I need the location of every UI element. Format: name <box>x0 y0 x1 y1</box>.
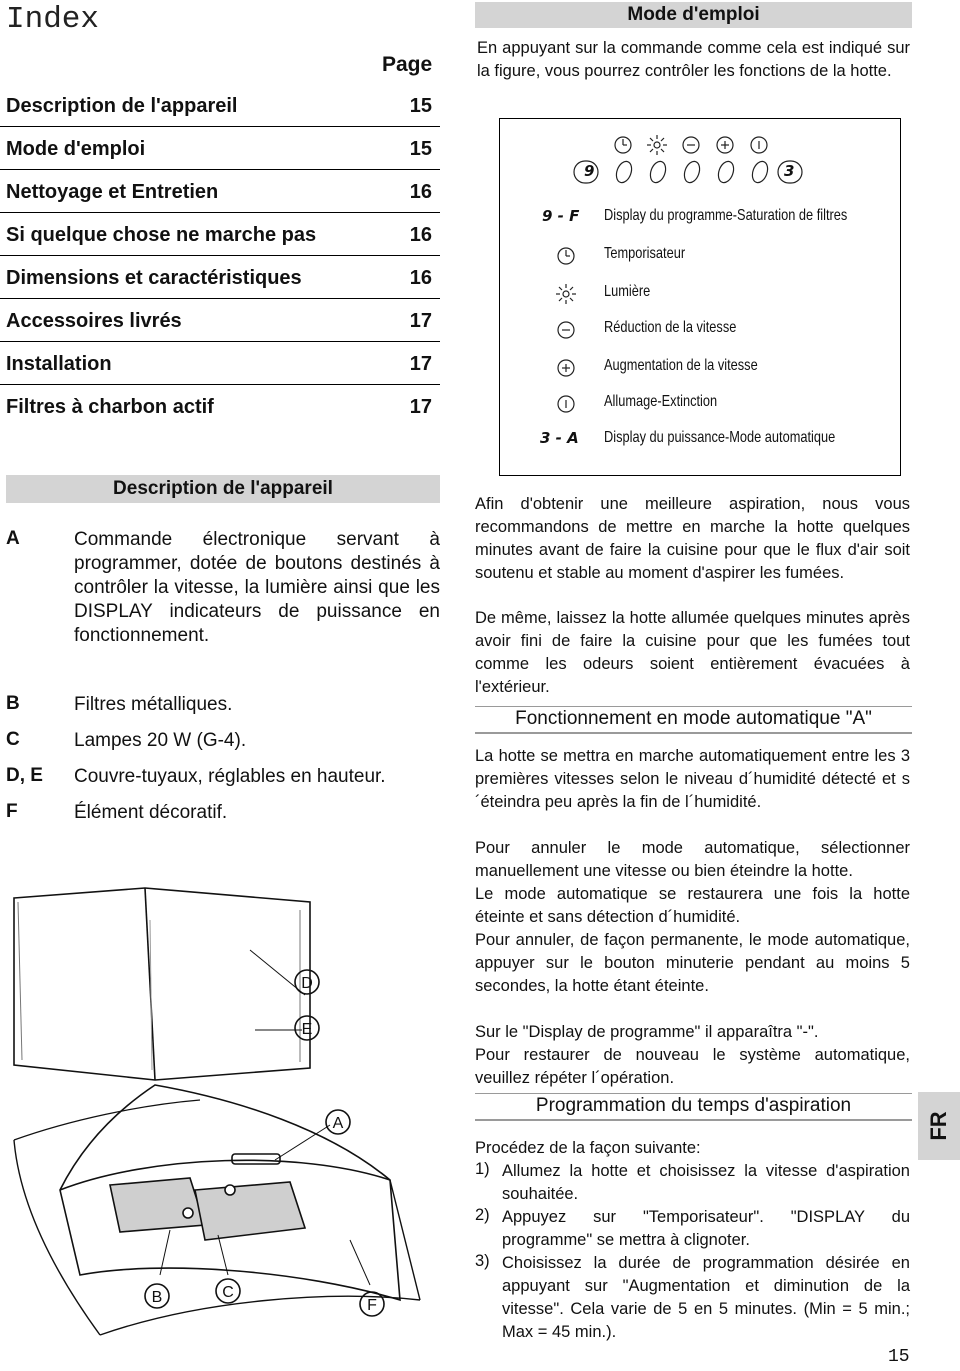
programming-intro: Procédez de la façon suivante: <box>475 1139 701 1157</box>
diagram-label-d: D <box>301 975 313 992</box>
toc-entry-page: 15 <box>409 95 432 117</box>
toc-entry[interactable] <box>0 84 440 127</box>
toc-entry-page: 16 <box>409 224 432 246</box>
auto-paragraph: Sur le "Display de programme" il apparaîtra "-". <box>475 1023 819 1041</box>
filter-right <box>195 1182 305 1240</box>
toc-entry[interactable] <box>0 385 440 427</box>
toc-entry[interactable] <box>0 213 440 256</box>
light-button <box>648 159 669 184</box>
auto-paragraph: Le mode automatique se restaurera une fois la hotte éteinte et sans détection d´humidité. <box>475 885 910 926</box>
diagram-label-b: B <box>151 1289 163 1306</box>
toc-entry-page: 17 <box>409 310 432 332</box>
description-letter: F <box>6 801 18 822</box>
legend-label: Display du puissance-Mode automatique <box>604 429 836 446</box>
step-number: 1) <box>475 1160 490 1178</box>
toc-entry-page: 15 <box>409 138 432 160</box>
mode-emploi-header: Mode d'emploi <box>475 2 912 28</box>
auto-paragraph: La hotte se mettra en marche automatiquement entre les 3 premières vitesses selon le niveau d´humidité détecté et s´éteindra peu après la fin de l´humidité. <box>475 747 910 811</box>
toc-entry-page: 17 <box>409 396 432 418</box>
index-title: Index <box>6 2 100 37</box>
toc-entry-label: Description de l'appareil <box>6 95 238 117</box>
diagram-label-f: F <box>367 1297 377 1314</box>
minus-icon <box>555 319 577 341</box>
light-icon <box>647 135 667 155</box>
page-number: 15 <box>888 1347 910 1367</box>
toc-entry-page: 16 <box>409 267 432 289</box>
control-panel-figure <box>499 118 901 476</box>
toc-entry[interactable] <box>0 170 440 213</box>
auto-mode-header: Fonctionnement en mode automatique "A" <box>475 706 912 734</box>
programming-header: Programmation du temps d'aspiration <box>475 1093 912 1121</box>
toc-entry[interactable] <box>0 256 440 299</box>
legend-label: Allumage-Extinction <box>604 393 718 410</box>
page-column-header: Page <box>382 53 433 76</box>
step-text: Choisissez la durée de programmation désirée en appuyant sur "Augmentation et diminution de la vitesse". Cela varie de 5 en 5 minutes. (Min = 5 min.; Max = 45 min.). <box>502 1254 910 1341</box>
legend-symbol-program: 9 - F <box>542 207 580 225</box>
language-tab <box>918 1092 960 1160</box>
toc-entry[interactable] <box>0 299 440 342</box>
step-text: Allumez la hotte et choisissez la vitesse d'aspiration souhaitée. <box>502 1162 910 1203</box>
program-display-value: 9 <box>584 162 595 180</box>
toc-entry-label: Dimensions et caractéristiques <box>6 267 302 289</box>
legend-symbol-power: 3 - A <box>540 429 579 447</box>
description-letter: C <box>6 729 20 750</box>
chimney-outline <box>14 888 310 1080</box>
toc-entry-page: 17 <box>409 353 432 375</box>
legend-label: Augmentation de la vitesse <box>604 357 758 374</box>
diagram-label-c: C <box>222 1284 234 1301</box>
language-tab-label: FR <box>926 1111 951 1141</box>
plus-button <box>716 159 737 184</box>
diagram-label-a: A <box>332 1115 344 1132</box>
control-panel-shape <box>232 1154 280 1164</box>
diagram-label-e: E <box>301 1021 313 1038</box>
toc-entry-label: Filtres à charbon actif <box>6 396 214 418</box>
hood-diagram <box>0 880 470 1350</box>
plus-icon <box>555 357 577 379</box>
auto-paragraph: Pour annuler le mode automatique, sélectionner manuellement une vitesse ou bien éteindre la hotte. <box>475 839 910 880</box>
legend-label: Temporisateur <box>604 245 686 262</box>
legend-label: Lumière <box>604 283 651 300</box>
timer-icon <box>555 245 577 267</box>
toc-entry[interactable] <box>0 127 440 170</box>
toc-entry-label: Accessoires livrés <box>6 310 182 332</box>
timer-button <box>614 159 635 184</box>
step-text: Appuyez sur "Temporisateur". "DISPLAY du programme" se mettra à clignoter. <box>502 1208 910 1249</box>
timer-icon <box>615 137 631 153</box>
description-letter: A <box>6 528 20 549</box>
auto-paragraph: Pour restaurer de nouveau le système automatique, veuillez répéter l´opération. <box>475 1046 910 1087</box>
power-icon <box>751 137 767 153</box>
filter-left <box>110 1178 205 1232</box>
toc-entry-page: 16 <box>409 181 432 203</box>
description-text: Élément décoratif. <box>74 802 228 823</box>
toc-entry-label: Installation <box>6 353 112 375</box>
auto-paragraph: Pour annuler, de façon permanente, le mode automatique, appuyer sur le bouton minuterie pendant au moins 5 secondes, la hotte étant éteinte. <box>475 931 910 995</box>
description-letter: B <box>6 693 20 714</box>
description-text: Lampes 20 W (G-4). <box>74 730 247 751</box>
plus-icon <box>717 137 733 153</box>
step-number: 3) <box>475 1252 490 1270</box>
power-icon <box>555 393 577 415</box>
paragraph-keep-on: De même, laissez la hotte allumée quelques minutes après avoir fini de faire la cuisine pour que les fumées tout comme les odeurs soient entièrement évacuées à l'extérieur. <box>475 609 910 696</box>
toc-entry-label: Si quelque chose ne marche pas <box>6 224 317 246</box>
description-text: Commande électronique servant à programmer, dotée de boutons destinés à contrôler la vitesse, la lumière ainsi que les DISPLAY indicateurs de puissance en fonctionnement. <box>74 529 440 646</box>
power-button <box>750 159 771 184</box>
description-letter: D, E <box>6 765 43 786</box>
description-text: Couvre-tuyaux, réglables en hauteur. <box>74 766 386 787</box>
mode-emploi-intro: En appuyant sur la commande comme cela est indiqué sur la figure, vous pourrez contrôler les fonctions de la hotte. <box>477 39 910 80</box>
toc-entry[interactable] <box>0 342 440 385</box>
power-display-value: 3 <box>784 162 795 180</box>
paragraph-start-early: Afin d'obtenir une meilleure aspiration, nous vous recommandons de mettre en marche la hotte quelques minutes avant de faire la cuisine pour que le flux d'air soit soutenu et stable au moment d'aspirer les fumées. <box>475 495 910 582</box>
step-number: 2) <box>475 1206 490 1224</box>
minus-icon <box>683 137 699 153</box>
minus-button <box>682 159 703 184</box>
toc-entry-label: Nettoyage et Entretien <box>6 181 219 203</box>
description-text: Filtres métalliques. <box>74 694 233 715</box>
toc-entry-label: Mode d'emploi <box>6 138 146 160</box>
legend-label: Display du programme-Saturation de filtres <box>604 207 848 224</box>
description-header: Description de l'appareil <box>6 475 440 503</box>
panel-button-row <box>570 157 810 187</box>
light-icon <box>555 283 577 305</box>
legend-label: Réduction de la vitesse <box>604 319 737 336</box>
